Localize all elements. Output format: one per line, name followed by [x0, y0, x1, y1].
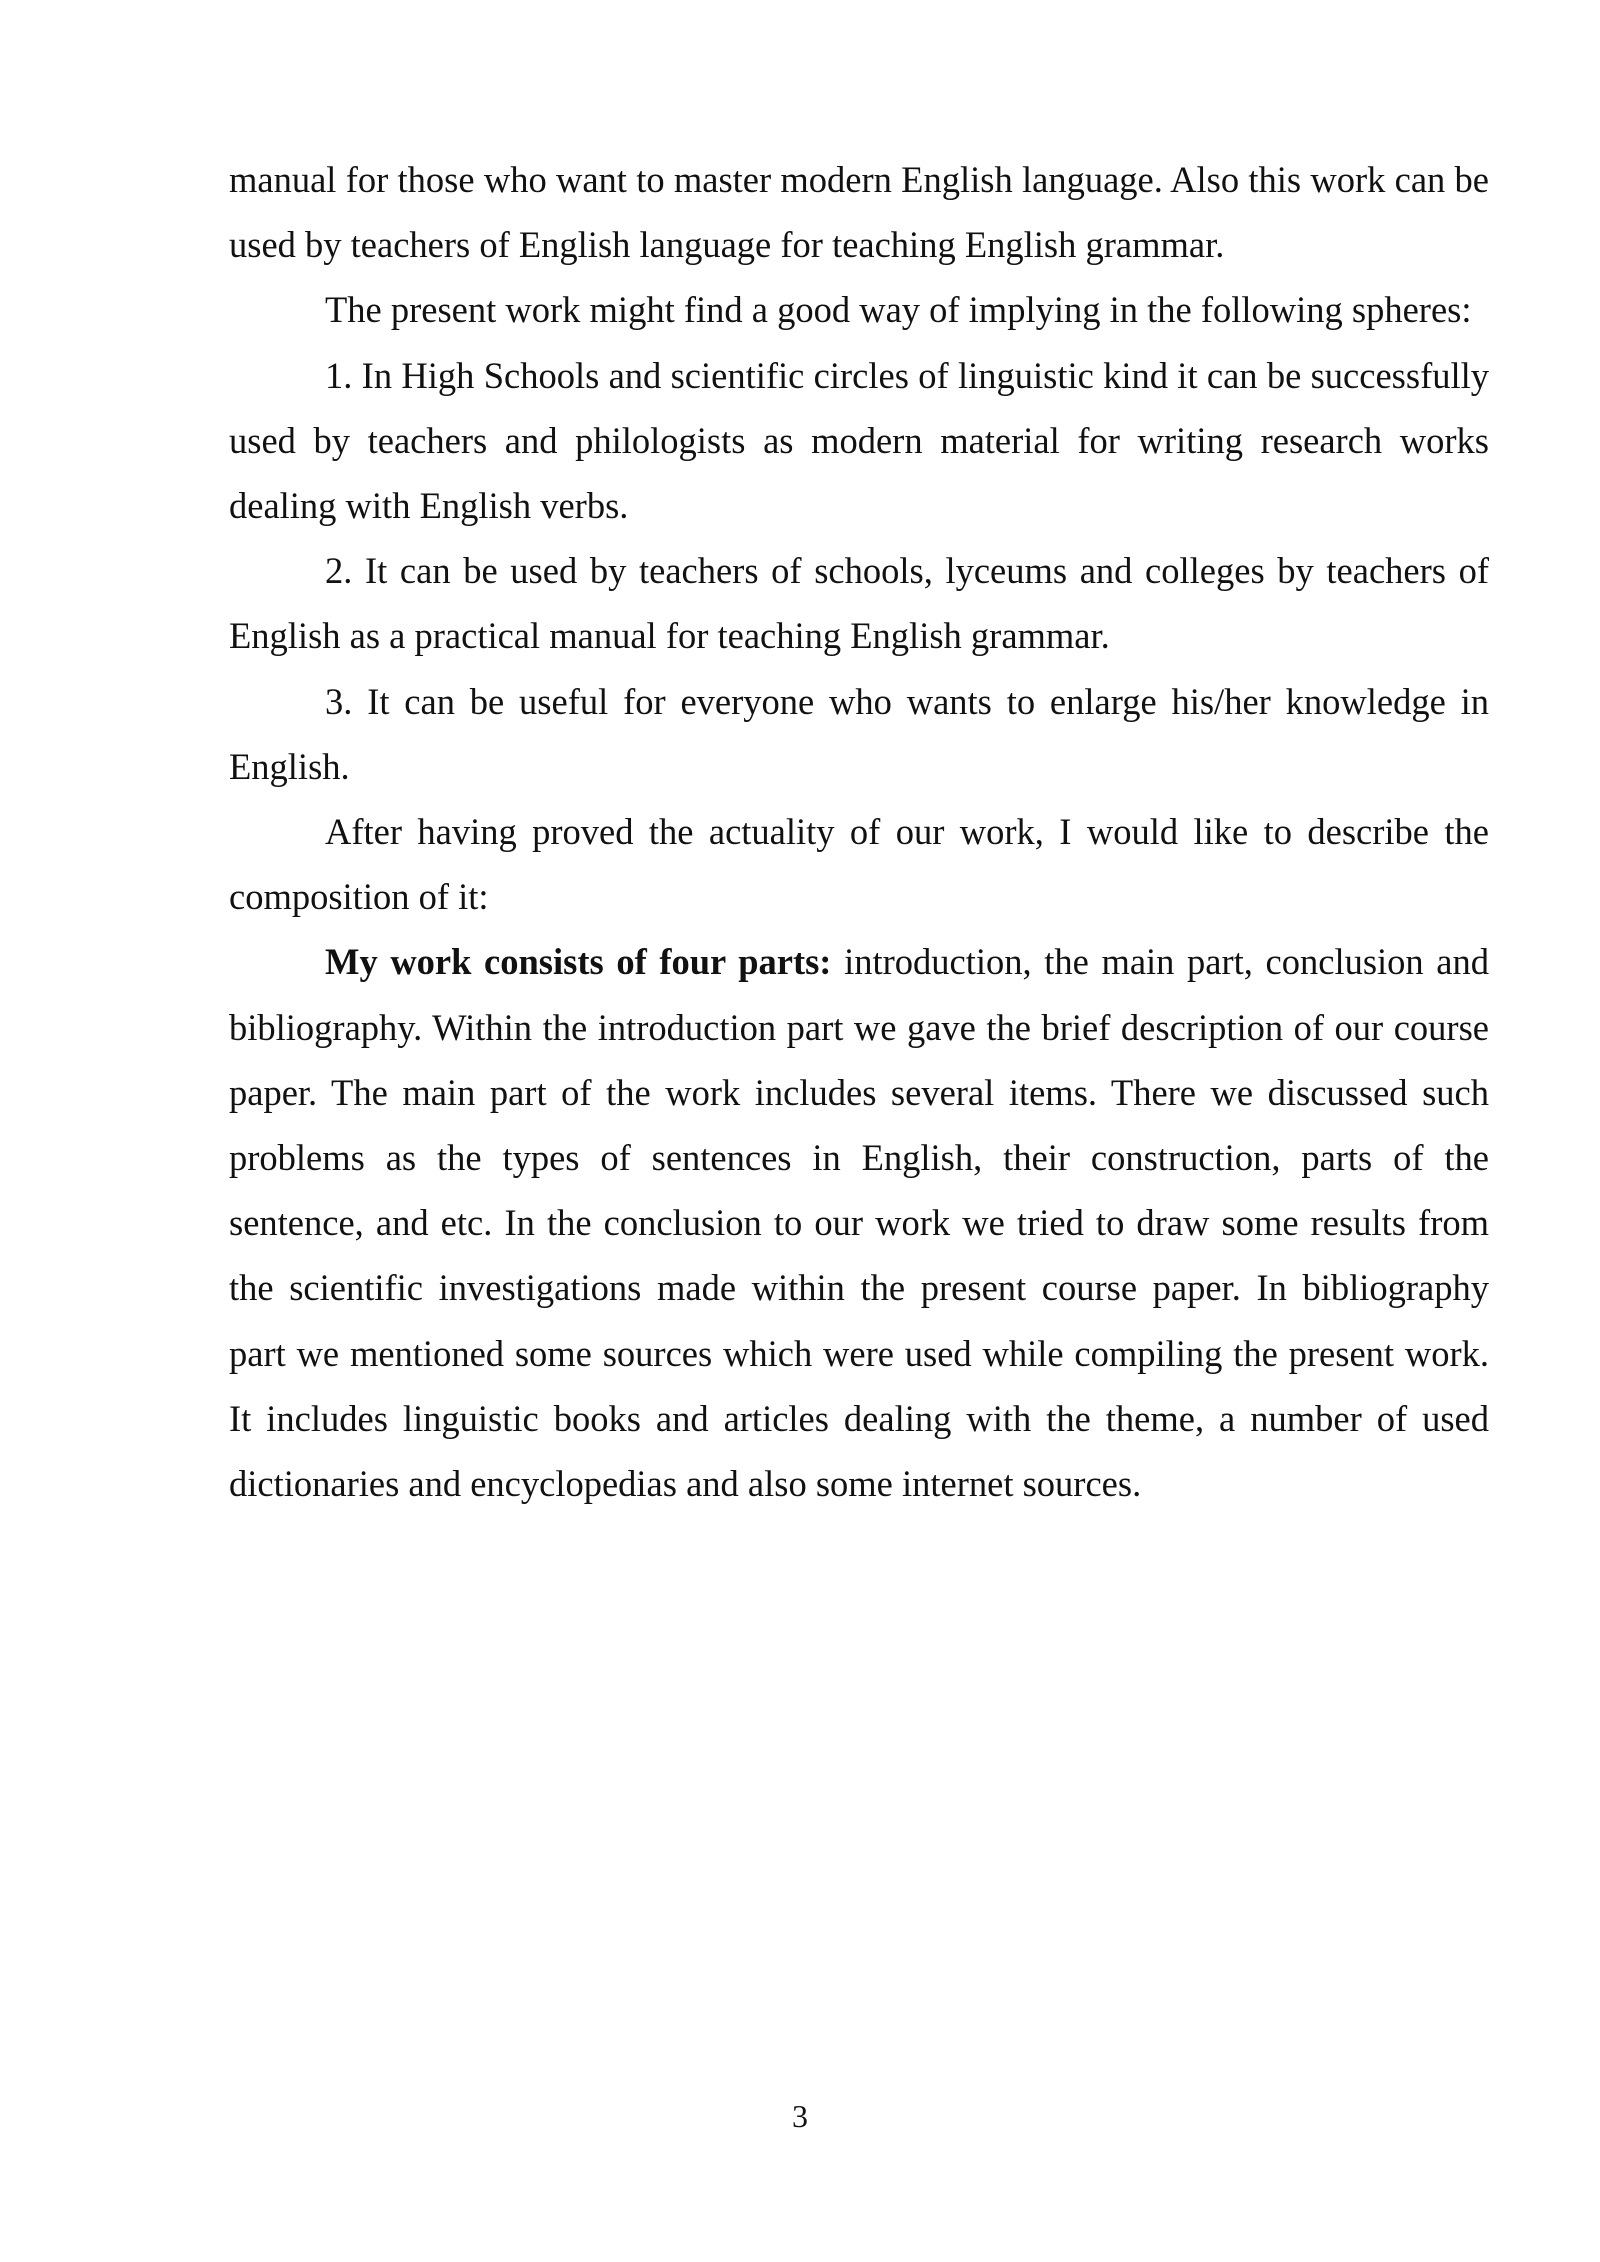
paragraph-spheres-intro: The present work might find a good way of implying in the following spheres: [325, 289, 1472, 331]
composition-text: introduction, the main part, conclusion and bibliography. Within the introduction part we gave the brief description of our course paper. The main part of the work includes several items. There we discussed such problems as the types of sentences in English, their construction, parts of the sentence, and etc. In the conclusion to our work we tried to draw some results from the scientific investigations made within the present course paper. In bibliography part we mentioned some sources which were used while compiling the present work. It includes linguistic books and articles dealing with the theme, a number of used dictionaries and encyclopedias and also some internet sources. [229, 941, 1489, 1505]
list-item-1: 1. In High Schools and scientific circles of linguistic kind it can be successfully used by teachers and philologists as modern material for writing research works dealing with English verbs. [229, 354, 1489, 527]
list-item-2: 2. It can be used by teachers of schools, lyceums and colleges by teachers of English as a practical manual for teaching English grammar. [229, 550, 1489, 657]
page-number: 3 [792, 2098, 808, 2134]
paragraph-composition [229, 929, 1489, 1516]
paragraph-continuation: manual for those who want to master modern English language. Also this work can be used by teachers of English language for teaching English grammar. [229, 159, 1489, 266]
paragraph-composition-intro: After having proved the actuality of our work, I would like to describe the composition of it: [229, 811, 1489, 918]
body-text [229, 147, 1489, 1516]
list-item-3: 3. It can be useful for everyone who wants to enlarge his/her knowledge in English. [229, 680, 1489, 787]
composition-heading: My work consists of four parts: [325, 941, 832, 983]
